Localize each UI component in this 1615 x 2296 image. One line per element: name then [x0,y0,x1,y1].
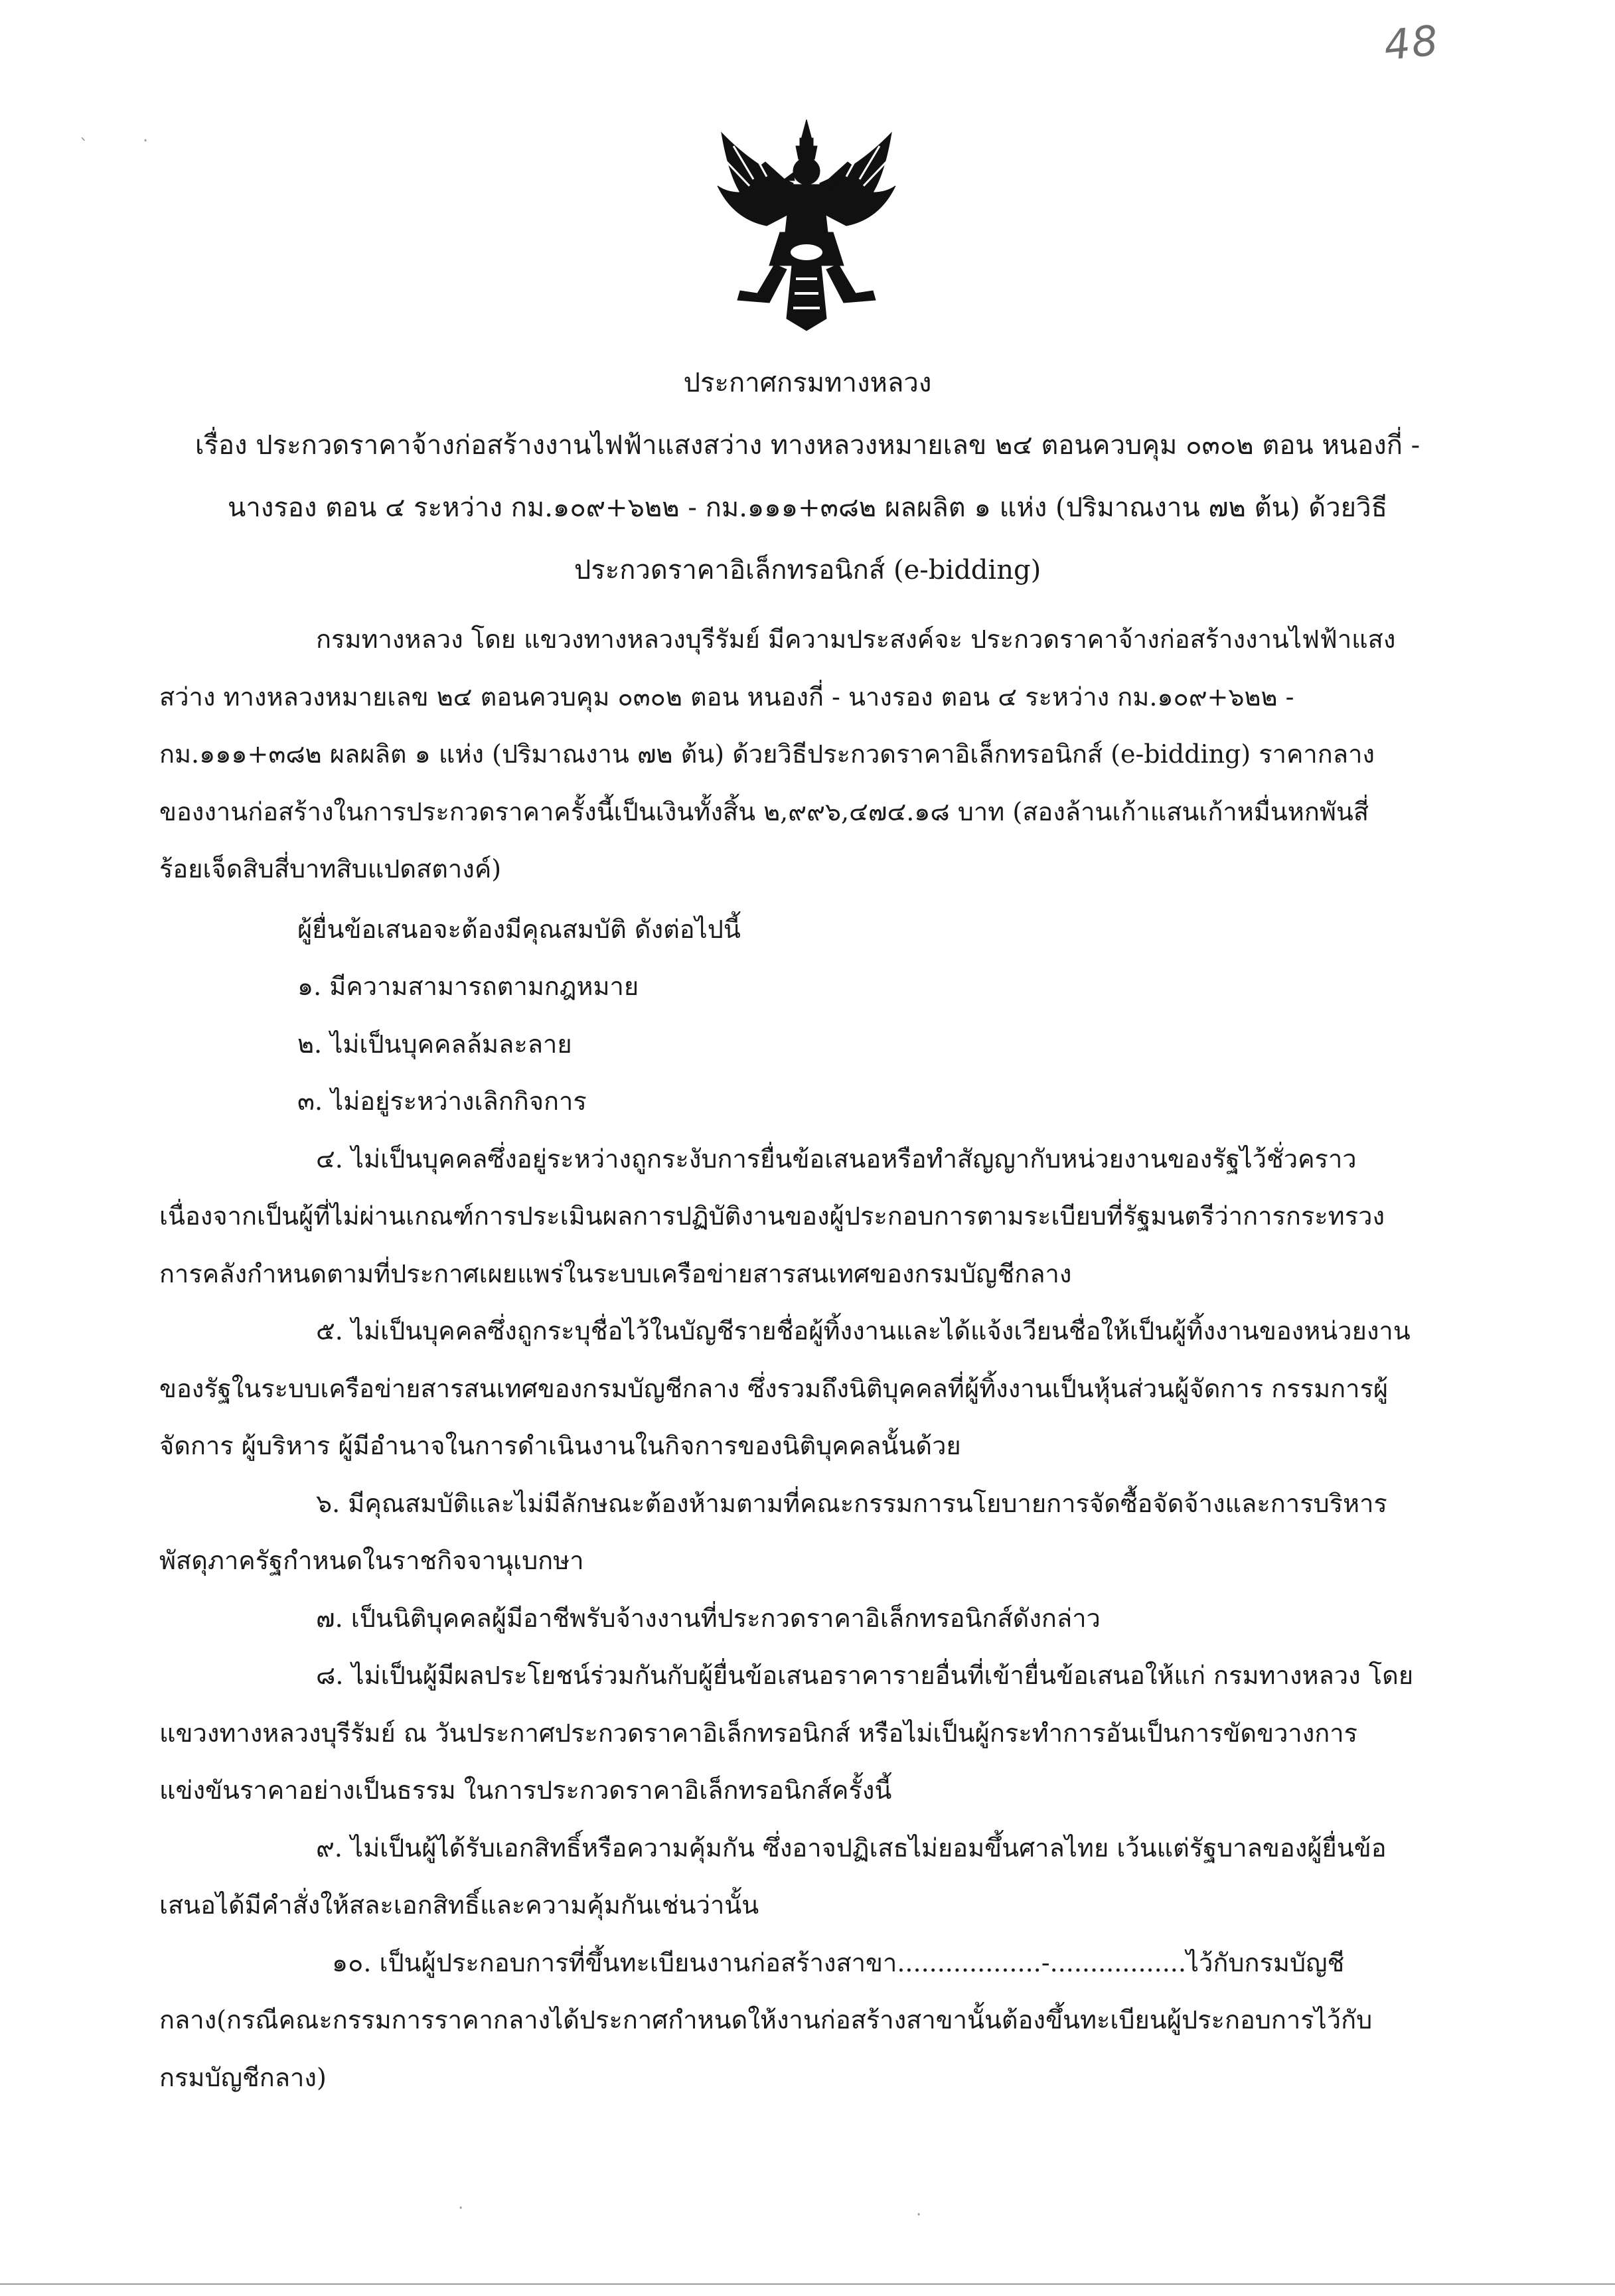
intro-line: ของงานก่อสร้างในการประกวดราคาครั้งนี้เป็นเงินทั้งสิ้น ๒,๙๙๖,๔๗๔.๑๘ บาท (สองล้านเก้าแสนเก้าหมื่นหกพันสี่ [159,797,1369,826]
qualification-item: ๙. ไม่เป็นผู้ได้รับเอกสิทธิ์หรือความคุ้มกัน ซึ่งอาจปฏิเสธไม่ยอมขึ้นศาลไทย เว้นแต่รัฐบาลของผู้ยื่นข้อ [316,1833,1387,1863]
qualification-item: ๓. ไม่อยู่ระหว่างเลิกกิจการ [297,1087,587,1116]
intro-line: ร้อยเจ็ดสิบสี่บาทสิบแปดสตางค์) [159,854,502,883]
intro-line: กม.๑๑๑+๓๘๒ ผลผลิต ๑ แห่ง (ปริมาณงาน ๗๒ ต้น) ด้วยวิธีประกวดราคาอิเล็กทรอนิกส์ (e-bidding) ราคากลาง [159,739,1375,769]
subject-line: นางรอง ตอน ๔ ระหว่าง กม.๑๐๙+๖๒๒ - กม.๑๑๑+๓๘๒ ผลผลิต ๑ แห่ง (ปริมาณงาน ๗๒ ต้น) ด้วยวิธี [227,493,1387,523]
scan-speck: · [458,2198,464,2218]
qualification-item-continued: เสนอได้มีคำสั่งให้สละเอกสิทธิ์และความคุ้มกันเช่นว่านั้น [159,1890,759,1920]
intro-line: สว่าง ทางหลวงหมายเลข ๒๔ ตอนควบคุม ๐๓๐๒ ตอน หนองกี่ - นางรอง ตอน ๔ ระหว่าง กม.๑๐๙+๖๒๒ - [159,682,1294,712]
qualification-item: ๗. เป็นนิติบุคคลผู้มีอาชีพรับจ้างงานที่ประกวดราคาอิเล็กทรอนิกส์ดังกล่าว [316,1603,1101,1633]
qualification-item-continued: ของรัฐในระบบเครือข่ายสารสนเทศของกรมบัญชีกลาง ซึ่งรวมถึงนิติบุคคลที่ผู้ทิ้งงานเป็นหุ้นส่วนผู้จัดการ กรรมการผู้ [159,1373,1389,1403]
scan-speck: · [916,2205,922,2225]
announcement-title [93,352,1522,601]
qualification-item-continued: กลาง(กรณีคณะกรรมการราคากลางได้ประกาศกำหนดให้งานก่อสร้างสาขานั้นต้องขึ้นทะเบียนผู้ประกอบการไว้กับ [159,2005,1373,2034]
qualification-item-continued: กรมบัญชีกลาง) [159,2062,327,2092]
issuer-heading: ประกาศกรมทางหลวง [683,368,932,398]
scan-speck: . [143,126,149,146]
qualification-item: ๔. ไม่เป็นบุคคลซึ่งอยู่ระหว่างถูกระงับการยื่นข้อเสนอหรือทำสัญญากับหน่วยงานของรัฐไว้ชั่วคราว [316,1144,1357,1174]
handwritten-page-number: 48 [1381,15,1442,70]
qualification-item-continued: พัสดุภาครัฐกำหนดในราชกิจจานุเบกษา [159,1546,584,1575]
scan-edge-line [0,2283,1615,2285]
qualification-item: ๖. มีคุณสมบัติและไม่มีลักษณะต้องห้ามตามที่คณะกรรมการนโยบายการจัดซื้อจัดจ้างและการบริหาร [316,1488,1387,1518]
subject-line: เรื่อง ประกวดราคาจ้างก่อสร้างงานไฟฟ้าแสงสว่าง ทางหลวงหมายเลข ๒๔ ตอนควบคุม ๐๓๐๒ ตอน หนองกี่ - [194,430,1421,461]
qualification-item-continued: จัดการ ผู้บริหาร ผู้มีอำนาจในการดำเนินงานในกิจการของนิติบุคคลนั้นด้วย [159,1431,961,1460]
qualifications-heading: ผู้ยื่นข้อเสนอจะต้องมีคุณสมบัติ ดังต่อไปนี้ [297,914,741,944]
qualification-item: ๘. ไม่เป็นผู้มีผลประโยชน์ร่วมกันกับผู้ยื่นข้อเสนอราคารายอื่นที่เข้ายื่นข้อเสนอให้แก่ กรมทางหลวง โดย [316,1661,1414,1690]
scan-speck: ` [80,136,88,156]
qualification-item-continued: แขวงทางหลวงบุรีรัมย์ ณ วันประกาศประกวดราคาอิเล็กทรอนิกส์ หรือไม่เป็นผู้กระทำการอันเป็นการขัดขวางการ [159,1718,1358,1748]
qualification-item: ๕. ไม่เป็นบุคคลซึ่งถูกระบุชื่อไว้ในบัญชีรายชื่อผู้ทิ้งงานและได้แจ้งเวียนชื่อให้เป็นผู้ทิ้งงานของหน่วยงาน [316,1316,1411,1345]
qualification-item: ๑. มีความสามารถตามกฎหมาย [297,972,639,1001]
intro-line: กรมทางหลวง โดย แขวงทางหลวงบุรีรัมย์ มีความประสงค์จะ ประกวดราคาจ้างก่อสร้างงานไฟฟ้าแสง [316,625,1396,654]
qualification-item: ๑๐. เป็นผู้ประกอบการที่ขึ้นทะเบียนงานก่อสร้างสาขา..................-.................ไว้กับกรมบัญชี [332,1948,1345,1977]
garuda-emblem-icon [714,119,899,332]
qualification-item-continued: เนื่องจากเป็นผู้ที่ไม่ผ่านเกณฑ์การประเมินผลการปฏิบัติงานของผู้ประกอบการตามระเบียบที่รัฐมนตรีว่าการกระทรวง [159,1201,1385,1231]
qualification-item-continued: การคลังกำหนดตามที่ประกาศเผยแพร่ในระบบเครือข่ายสารสนเทศของกรมบัญชีกลาง [159,1259,1072,1288]
qualification-item: ๒. ไม่เป็นบุคคลล้มละลาย [297,1029,572,1059]
qualification-item-continued: แข่งขันราคาอย่างเป็นธรรม ในการประกวดราคาอิเล็กทรอนิกส์ครั้งนี้ [159,1776,892,1805]
subject-line: ประกวดราคาอิเล็กทรอนิกส์ (e-bidding) [574,555,1041,585]
announcement-body [159,611,1460,2106]
